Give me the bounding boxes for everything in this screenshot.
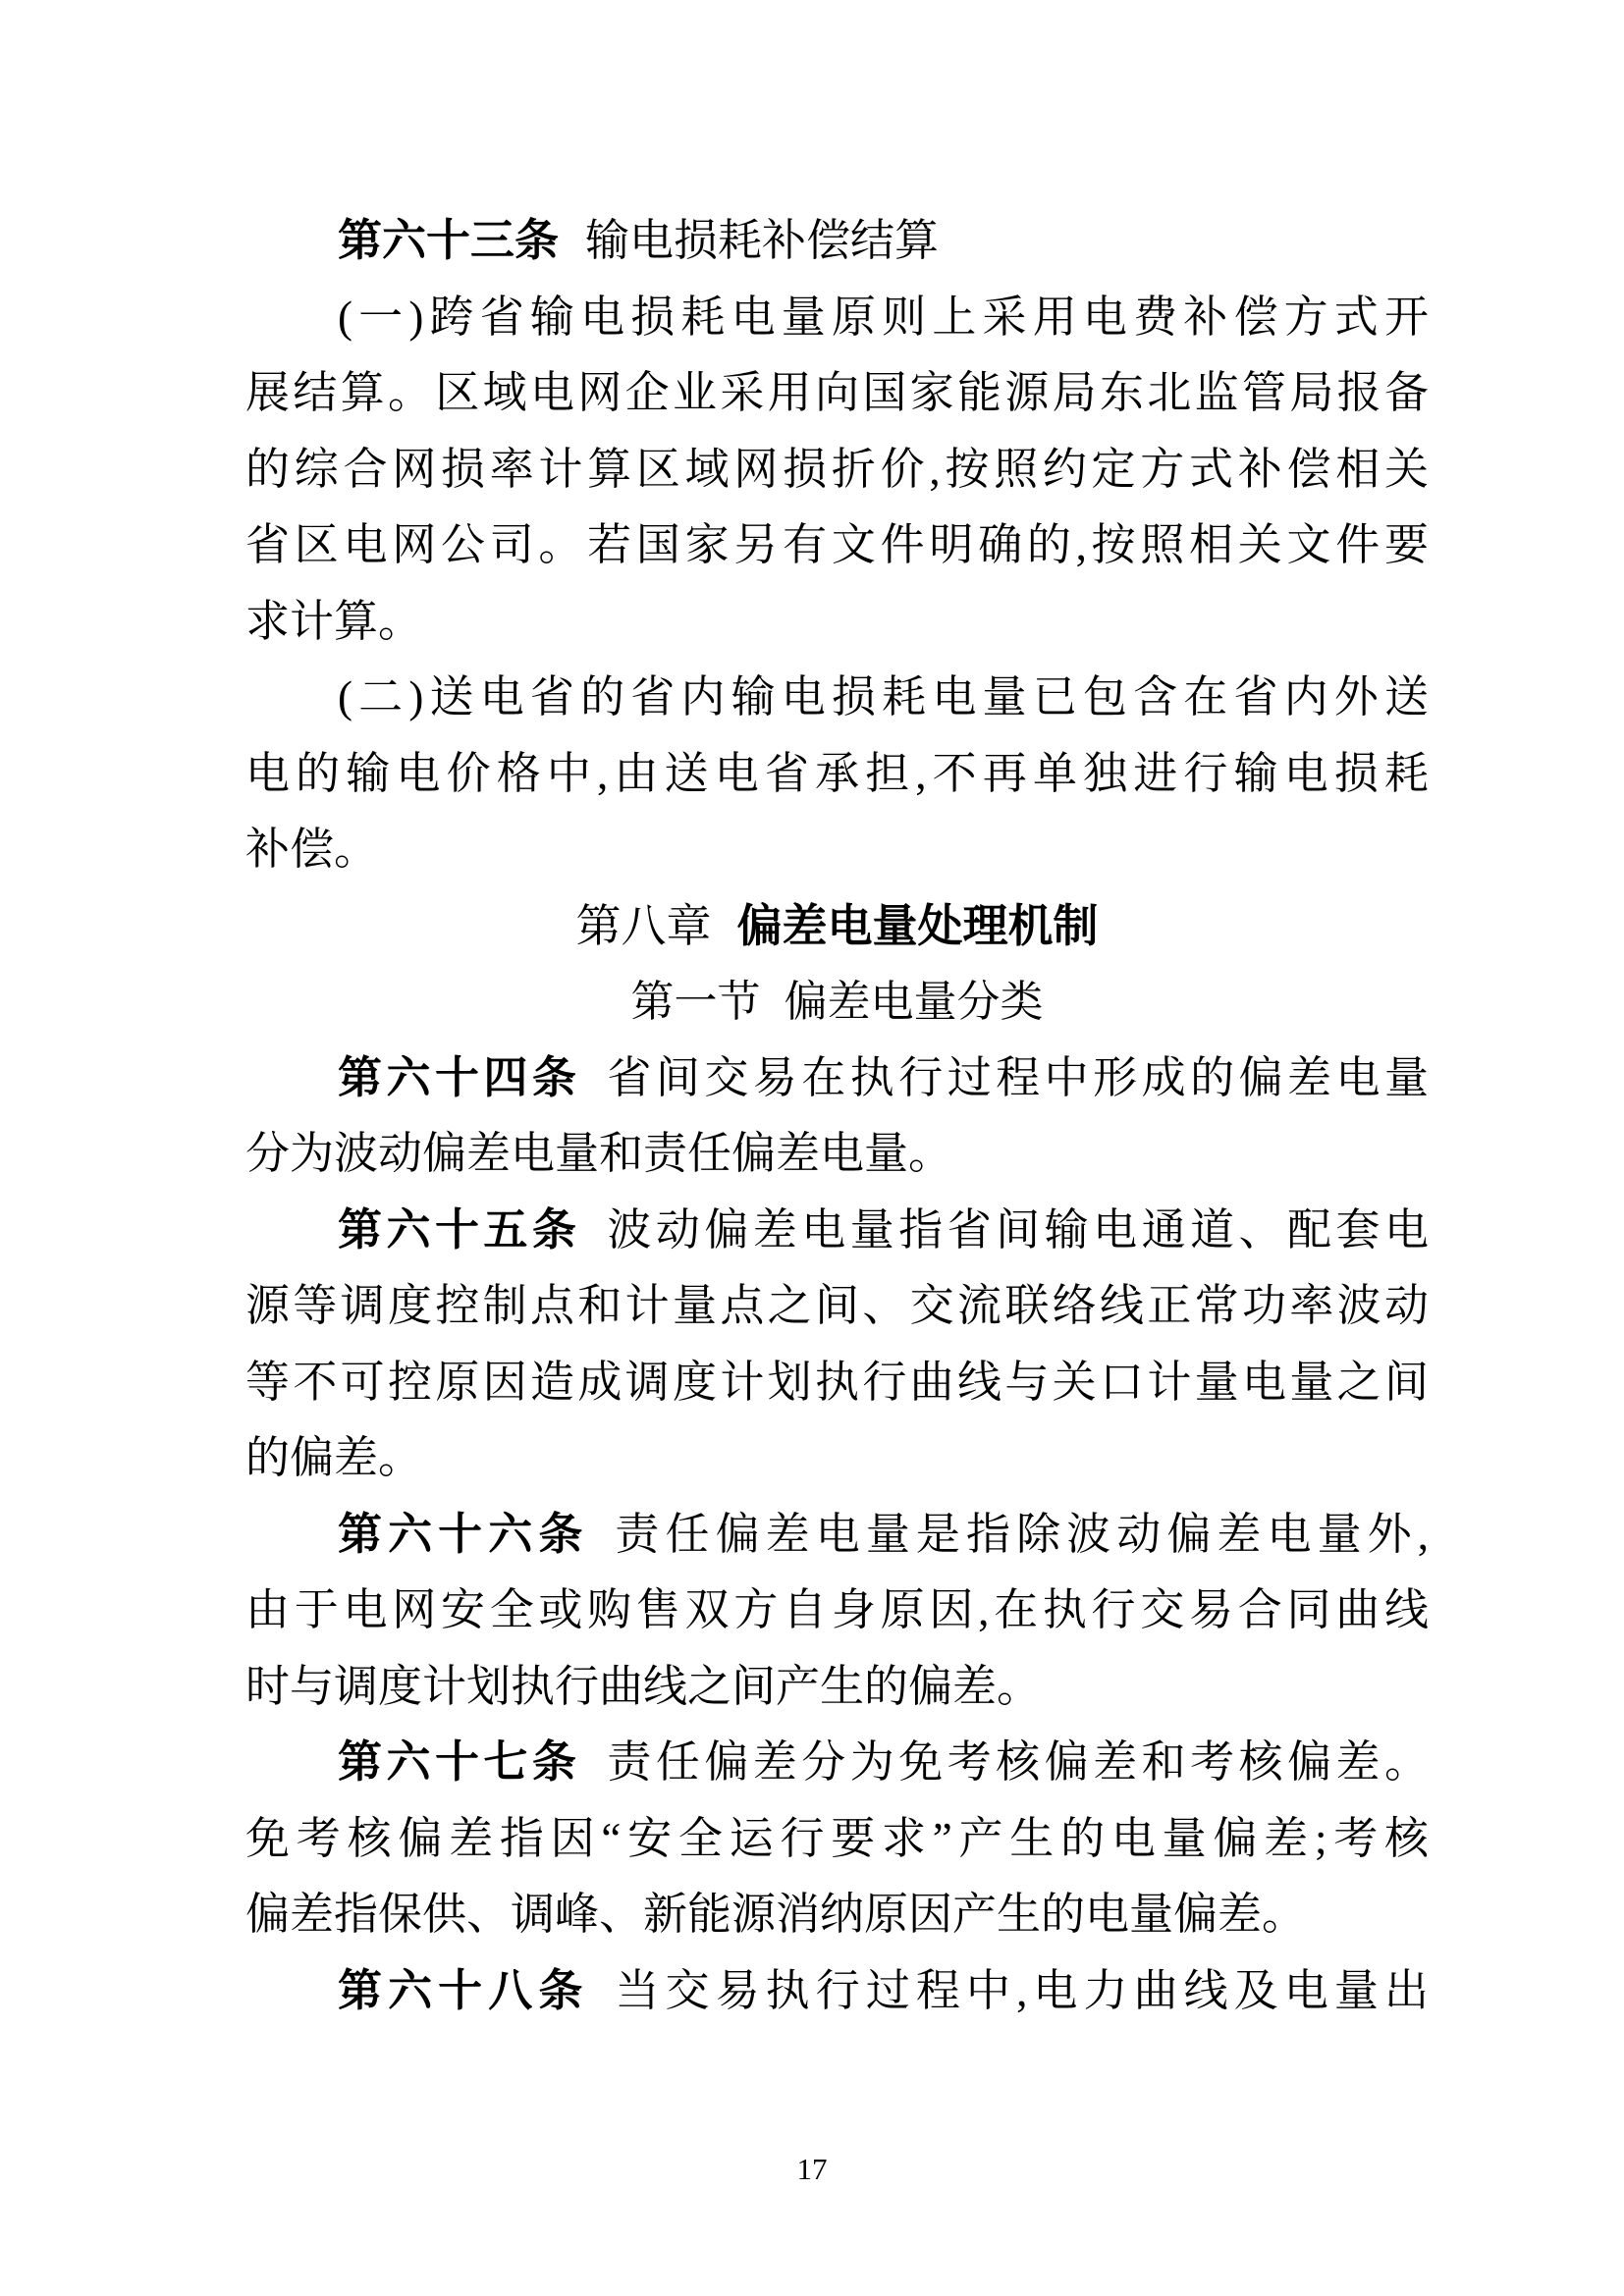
line-text: 补偿。 — [245, 825, 379, 874]
text-line — [245, 1268, 1429, 1345]
section-title: 偏差电量分类 — [784, 978, 1044, 1026]
text-line — [245, 432, 1429, 508]
article-number: 第六十六条 — [338, 1509, 589, 1559]
chapter-number: 第八章 — [575, 900, 712, 951]
clause-text: (一)跨省输电损耗电量原则上采用电费补偿方式开 — [338, 292, 1429, 342]
text-line — [245, 1877, 1429, 1953]
line-text: 免考核偏差指因“安全运行要求”产生的电量偏差;考核 — [245, 1813, 1429, 1863]
article-opening-line — [245, 1725, 1429, 1801]
section-number: 第一节 — [630, 978, 761, 1026]
text-line — [245, 1801, 1429, 1878]
text-line — [245, 1573, 1429, 1649]
article-opening-line — [245, 1953, 1429, 2030]
document-body — [245, 203, 1429, 2029]
article-number: 第六十四条 — [338, 1052, 581, 1102]
text-line — [245, 1116, 1429, 1193]
clause-opening-line — [245, 280, 1429, 356]
line-text: 电的输电价格中,由送电省承担,不再单独进行输电损耗 — [245, 748, 1429, 798]
text-line — [245, 355, 1429, 432]
article-number: 第六十五条 — [338, 1204, 581, 1255]
text-line — [245, 812, 1429, 888]
line-text: 求计算。 — [245, 596, 423, 646]
article-number: 第六十三条 — [338, 216, 560, 265]
line-text: 由于电网安全或购售双方自身原因,在执行交易合同曲线 — [245, 1585, 1429, 1634]
text-line — [245, 1649, 1429, 1726]
line-text: 源等调度控制点和计量点之间、交流联络线正常功率波动 — [245, 1281, 1429, 1330]
text-line — [245, 736, 1429, 813]
article-opening-line — [245, 203, 1429, 280]
article-text: 当交易执行过程中,电力曲线及电量出 — [615, 1965, 1429, 2015]
text-line — [245, 1345, 1429, 1421]
text-line — [245, 1420, 1429, 1497]
line-text: 偏差指保供、调峰、新能源消纳原因产生的电量偏差。 — [245, 1890, 1307, 1939]
line-text: 展结算。区域电网企业采用向国家能源局东北监管局报备 — [245, 368, 1429, 417]
chapter-title: 偏差电量处理机制 — [736, 899, 1099, 951]
section-heading — [245, 964, 1429, 1041]
article-opening-line — [245, 1193, 1429, 1269]
article-text: 责任偏差分为免考核偏差和考核偏差。 — [607, 1737, 1429, 1787]
article-text: 输电损耗补偿结算 — [585, 216, 940, 265]
clause-opening-line — [245, 660, 1429, 736]
line-text: 分为波动偏差电量和责任偏差电量。 — [245, 1129, 953, 1178]
article-opening-line — [245, 1497, 1429, 1574]
line-text: 省区电网公司。若国家另有文件明确的,按照相关文件要 — [245, 520, 1429, 569]
line-text: 的偏差。 — [245, 1433, 423, 1482]
clause-text: (二)送电省的省内输电损耗电量已包含在省内外送 — [338, 672, 1429, 721]
line-text: 时与调度计划执行曲线之间产生的偏差。 — [245, 1661, 1042, 1711]
article-text: 省间交易在执行过程中形成的偏差电量 — [607, 1052, 1429, 1102]
page-number: 17 — [796, 2152, 828, 2186]
line-text: 的综合网损率计算区域网损折价,按照约定方式补偿相关 — [245, 444, 1429, 494]
line-text: 等不可控原因造成调度计划执行曲线与关口计量电量之间 — [245, 1357, 1429, 1407]
text-line — [245, 507, 1429, 584]
chapter-heading — [245, 888, 1429, 965]
text-line — [245, 584, 1429, 661]
article-opening-line — [245, 1041, 1429, 1117]
article-number: 第六十八条 — [338, 1965, 589, 2015]
article-number: 第六十七条 — [338, 1737, 581, 1787]
article-text: 波动偏差电量指省间输电通道、配套电 — [607, 1204, 1429, 1255]
article-text: 责任偏差电量是指除波动偏差电量外, — [615, 1509, 1429, 1559]
